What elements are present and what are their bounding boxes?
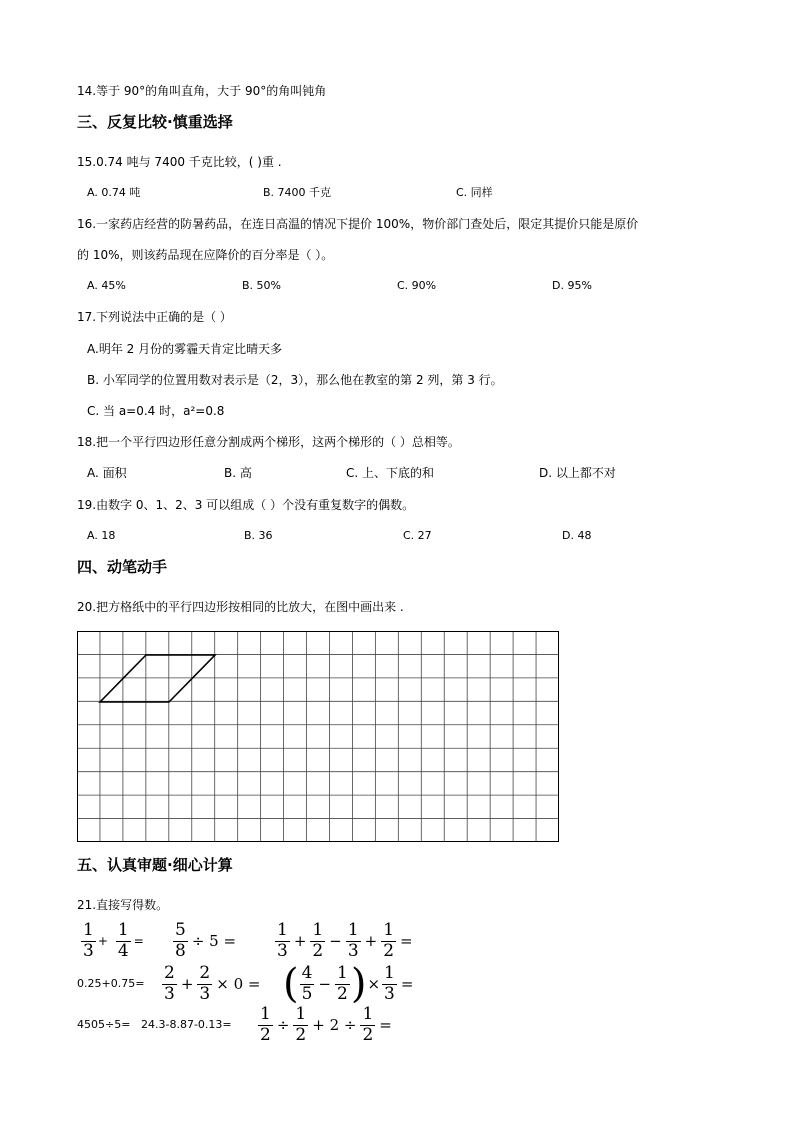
q18-option-d: D. 以上都不对 — [539, 466, 616, 480]
q15-option-c: C. 同样 — [456, 186, 493, 199]
q18-stem: 18.把一个平行四边形任意分割成两个梯形，这两个梯形的（ ）总相等。 — [77, 435, 460, 449]
q15-option-a: A. 0.74 吨 — [87, 186, 141, 199]
q17-stem: 17.下列说法中正确的是（ ） — [77, 310, 232, 324]
q16-option-a: A. 45% — [87, 279, 126, 292]
q14-text: 14.等于 90°的角叫直角，大于 90°的角叫钝角 — [77, 84, 327, 98]
q15-stem: 15.0.74 吨与 7400 千克比较，( )重 . — [77, 155, 282, 169]
expr-5: $\frac{2}{3}$ + $\frac{2}{3}$ × 0 = — [164, 962, 261, 1004]
q18-option-c: C. 上、下底的和 — [346, 466, 435, 480]
q21-stem: 21.直接写得数。 — [77, 898, 169, 912]
q17-option-a: A.明年 2 月份的雾霾天肯定比晴天多 — [87, 342, 283, 356]
q19-option-b: B. 36 — [244, 529, 273, 542]
expr-3: $\frac{1}{3}$ + $\frac{1}{2}$ − $\frac{1}{3}$ + $\frac{1}{2}$ = — [277, 919, 413, 961]
q19-option-c: C. 27 — [403, 529, 432, 542]
q17-option-c: C. 当 a=0.4 时，a²=0.8 — [87, 404, 225, 418]
section-5-heading: 五、认真审题·细心计算 — [77, 856, 233, 874]
q19-stem: 19.由数字 0、1、2、3 可以组成（ ）个没有重复数字的偶数。 — [77, 498, 415, 512]
expr-1: $\frac{1}{3}$ + $\frac{1}{4}$ = — [83, 919, 144, 961]
q19-option-a: A. 18 — [87, 529, 116, 542]
q16-line1: 16.一家药店经营的防暑药品，在连日高温的情况下提价 100%，物价部门查处后，限定其提价只能是原价 — [77, 217, 639, 231]
parallelogram-shape — [100, 655, 215, 702]
expr-8: 24.3-8.87-0.13= — [141, 1018, 232, 1031]
q20-stem: 20.把方格纸中的平行四边形按相同的比放大，在图中画出来 . — [77, 600, 404, 614]
q15-option-b: B. 7400 千克 — [263, 186, 332, 199]
section-3-heading: 三、反复比较·慎重选择 — [77, 113, 233, 131]
q19-option-d: D. 48 — [562, 529, 592, 542]
q16-option-c: C. 90% — [397, 279, 437, 292]
expr-4: 0.25+0.75= — [77, 977, 145, 990]
q16-option-b: B. 50% — [242, 279, 281, 292]
expr-2: $\frac{5}{8}$ ÷ 5 = — [175, 919, 237, 961]
q18-option-a: A. 面积 — [87, 466, 127, 480]
q16-line2: 的 10%，则该药品现在应降价的百分率是（ ）。 — [77, 248, 334, 262]
expr-7: 4505÷5= — [77, 1018, 131, 1031]
q17-option-b: B. 小军同学的位置用数对表示是（2，3），那么他在教室的第 2 列，第 3 行。 — [87, 373, 503, 387]
section-4-heading: 四、动笔动手 — [77, 558, 168, 576]
q16-option-d: D. 95% — [552, 279, 592, 292]
graph-paper-grid — [77, 631, 559, 842]
expr-9: $\frac{1}{2}$ ÷ $\frac{1}{2}$ + 2 ÷ $\frac{1}{2}$ = — [260, 1003, 392, 1045]
expr-6: ( $\frac{4}{5}$ − $\frac{1}{2}$ ) × $\frac{1}{3}$ = — [283, 961, 414, 1007]
q18-option-b: B. 高 — [224, 466, 252, 480]
grid-border — [78, 632, 559, 842]
